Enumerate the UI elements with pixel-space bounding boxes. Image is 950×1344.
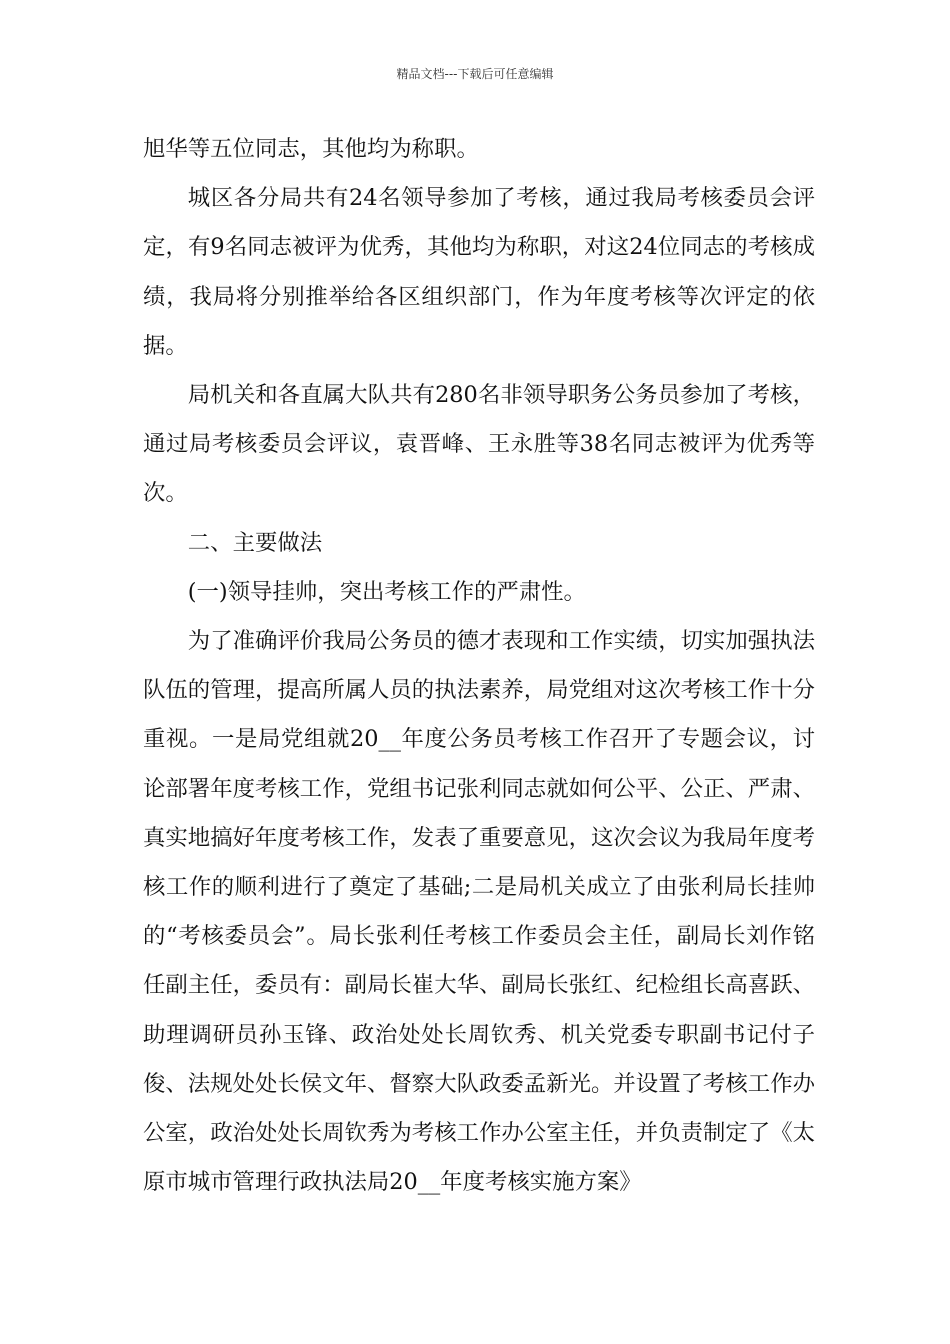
section-heading-main-practices: 二、主要做法 [187, 529, 323, 556]
page-header: 精品文档---下载后可任意编辑 [396, 67, 554, 81]
subsection-heading-leadership: (一)领导挂帅，突出考核工作的严肃性。 [187, 578, 586, 605]
paragraph-assessment-work: 为了准确评价我局公务员的德才表现和工作实绩，切实加强执法队伍的管理，提高所属人员的执法素养，局党组对这次考核工作十分重视。一是局党组就20__年度公务员考核工作召开了专题会议，讨论部署年度考核工作，党组书记张利同志就如何公平、公正、严肃、真实地搞好年度考核工作，发表了重要意见，这次会议为我局年度考核工作的顺利进行了奠定了基础;二是局机关成立了由张利局长挂帅的“考核委员会”。局长张利任考核工作委员会主任，副局长刘作铭任副主任，委员有：副局长崔大华、副局长张红、纪检组长高喜跃、助理调研员孙玉锋、政治处处长周钦秀、机关党委专职副书记付子俊、法规处处长侯文年、督察大队政委孟新光。并设置了考核工作办公室，政治处处长周钦秀为考核工作办公室主任，并负责制定了《太原市城市管理行政执法局20__年度考核实施方案》 [143, 628, 815, 1196]
paragraph-continuation: 旭华等五位同志，其他均为称职。 [143, 136, 479, 162]
document-body [143, 125, 815, 1207]
paragraph-non-leadership-staff: 局机关和各直属大队共有280名非领导职务公务员参加了考核，通过局考核委员会评议，袁晋峰、王永胜等38名同志被评为优秀等次。 [143, 382, 815, 507]
paragraph-district-bureaus: 城区各分局共有24名领导参加了考核，通过我局考核委员会评定，有9名同志被评为优秀，其他均为称职，对这24位同志的考核成绩，我局将分别推举给各区组织部门，作为年度考核等次评定的依据。 [143, 185, 815, 359]
